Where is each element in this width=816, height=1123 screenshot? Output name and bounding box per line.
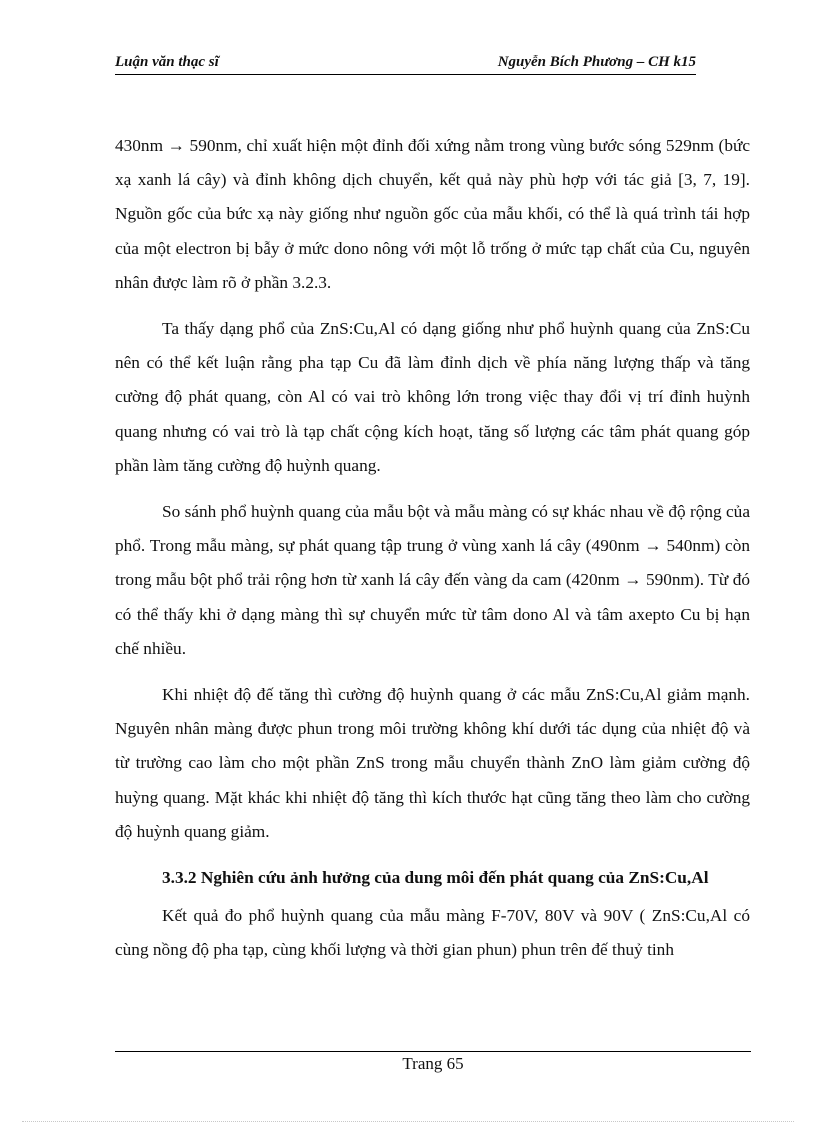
header-thesis-label: Luận văn thạc sĩ [115,54,219,70]
page-header [115,52,696,75]
paragraph-3: So sánh phổ huỳnh quang của mẫu bột và mẫu màng có sự khác nhau về độ rộng của phổ. Trong mẫu màng, sự phát quang tập trung ở vùng xanh lá cây (490nm → 540nm) còn trong mẫu bột phổ trải rộng hơn từ xanh lá cây đến vàng da cam (420nm → 590nm). Từ đó có thể thấy khi ở dạng màng thì sự chuyển mức từ tâm dono Al và tâm axepto Cu bị hạn chế nhiều. [115,502,750,658]
section-heading: 3.3.2 Nghiên cứu ảnh hưởng của dung môi đến phát quang của ZnS:Cu,Al [162,868,709,888]
page-body [115,129,750,968]
page-number: Trang 65 [402,1054,464,1073]
page-bottom-border [22,1121,794,1122]
paragraph-1: 430nm → 590nm, chỉ xuất hiện một đỉnh đối xứng nằm trong vùng bước sóng 529nm (bức xạ xanh lá cây) và đỉnh không dịch chuyển, kết quả này phù hợp với tác giả [3, 7, 19]. Nguồn gốc của bức xạ này giống như nguồn gốc của mẫu khối, có thể là quá trình tái hợp của một electron bị bẫy ở mức dono nông với một lỗ trống ở mức tạp chất của Cu, nguyên nhân được làm rõ ở phần 3.2.3. [115,136,750,292]
paragraph-5: Kết quả đo phổ huỳnh quang của mẫu màng F-70V, 80V và 90V ( ZnS:Cu,Al có cùng nồng độ pha tạp, cùng khối lượng và thời gian phun) phun trên đế thuỷ tinh [115,906,750,960]
paragraph-2: Ta thấy dạng phổ của ZnS:Cu,Al có dạng giống như phổ huỳnh quang của ZnS:Cu nên có thể kết luận rằng pha tạp Cu đã làm đỉnh dịch về phía năng lượng thấp và tăng cường độ phát quang, còn Al có vai trò không lớn trong việc thay đổi vị trí đỉnh huỳnh quang nhưng có vai trò là tạp chất cộng kích hoạt, tăng số lượng các tâm phát quang góp phần làm tăng cường độ huỳnh quang. [115,319,750,475]
footer-divider [115,1051,751,1052]
paragraph-4: Khi nhiệt độ đế tăng thì cường độ huỳnh quang ở các mẫu ZnS:Cu,Al giảm mạnh. Nguyên nhân màng được phun trong môi trường không khí dưới tác dụng của nhiệt độ và từ trường cao làm cho một phần ZnS trong mẫu chuyển thành ZnO làm giảm cường độ huỳng quang. Mặt khác khi nhiệt độ tăng thì kích thước hạt cũng tăng theo làm cho cường độ huỳnh quang giảm. [115,685,750,841]
header-author: Nguyễn Bích Phương – CH k15 [497,54,696,70]
